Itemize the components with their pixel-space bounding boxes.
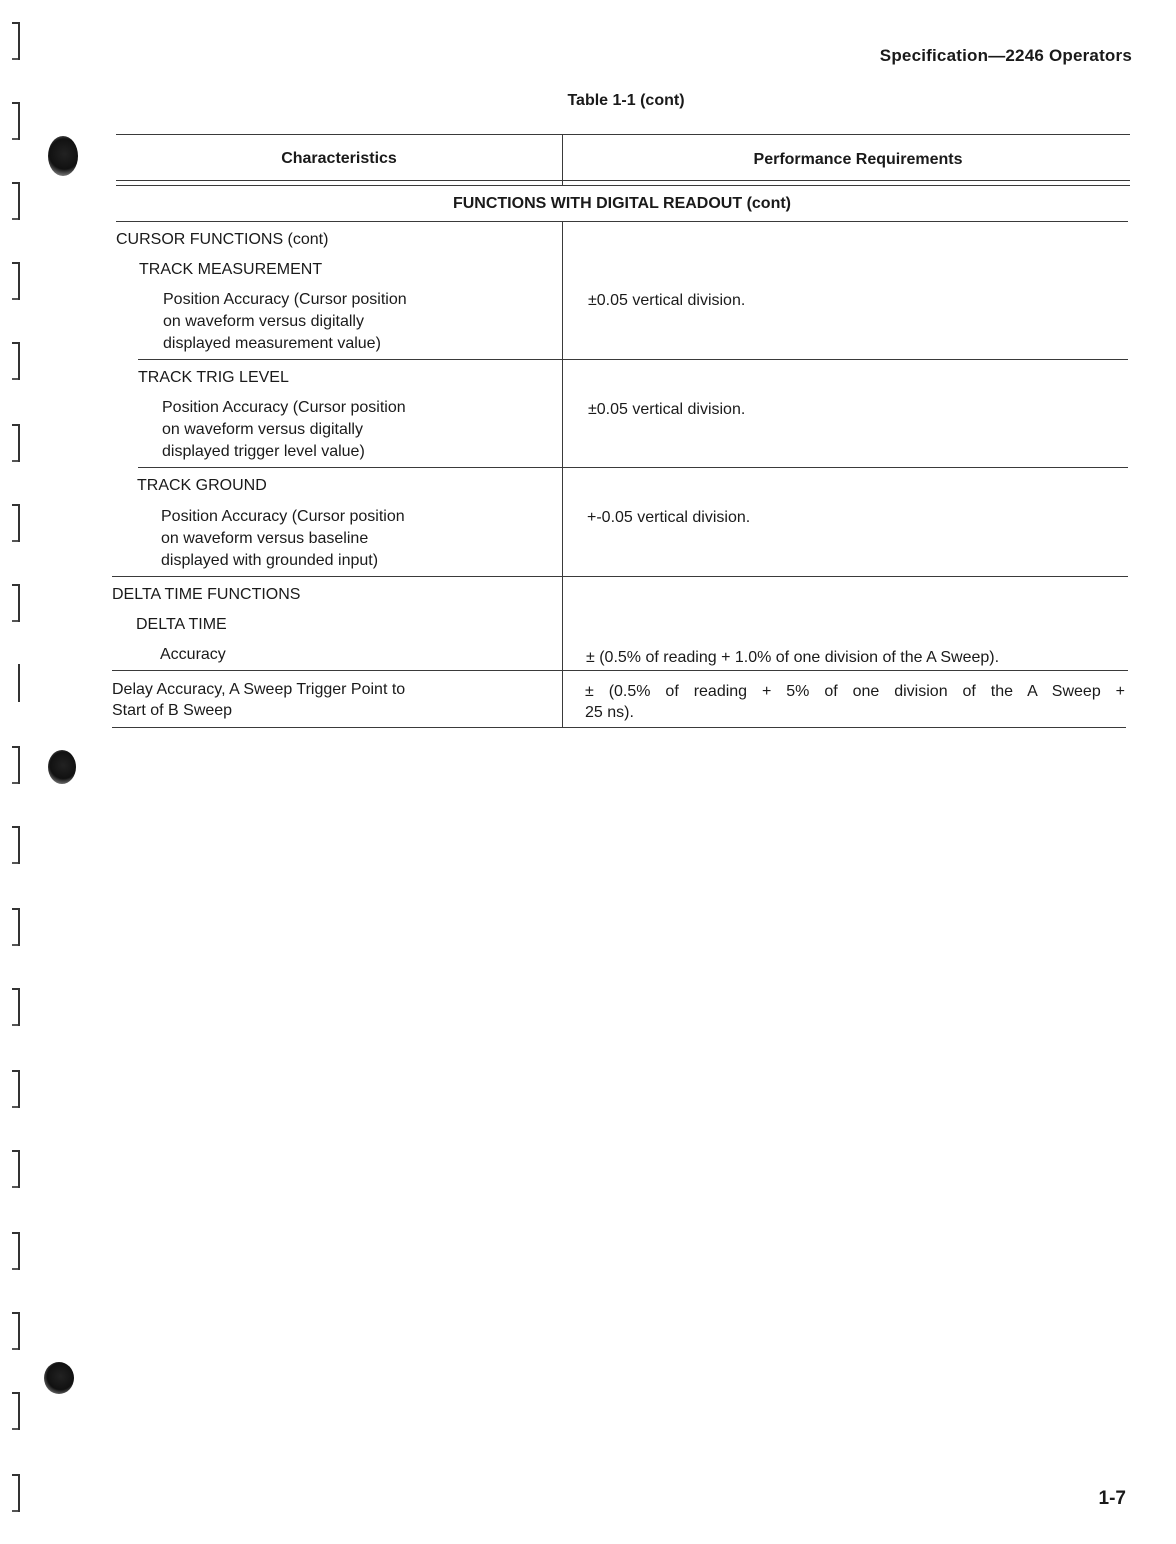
row-rule — [138, 467, 1128, 468]
row-rule — [138, 359, 1128, 360]
binding-mark — [4, 1312, 20, 1352]
binding-mark — [4, 584, 20, 624]
column-divider — [562, 221, 563, 727]
binding-mark — [4, 504, 20, 544]
punch-hole — [48, 136, 78, 176]
row-rule — [112, 670, 1128, 671]
characteristic-line: Accuracy — [160, 646, 226, 663]
characteristic-line: on waveform versus digitally — [162, 421, 363, 438]
section-rule — [116, 221, 1128, 222]
punch-hole — [48, 750, 76, 784]
punch-hole — [44, 1362, 74, 1394]
table-top-rule — [116, 134, 1130, 135]
binding-mark — [4, 1150, 20, 1190]
requirement-value: ±0.05 vertical division. — [588, 401, 746, 418]
subgroup-label-track-trig-level: TRACK TRIG LEVEL — [138, 369, 289, 386]
binding-mark — [4, 988, 20, 1028]
binding-mark — [4, 1232, 20, 1272]
page-number: 1-7 — [1098, 1488, 1126, 1509]
group-label-cursor-functions: CURSOR FUNCTIONS (cont) — [116, 231, 329, 248]
characteristic-line: Position Accuracy (Cursor position — [161, 508, 405, 525]
binding-mark — [4, 826, 20, 866]
row-rule — [112, 576, 1128, 577]
requirement-value: ± (0.5% of reading + 5% of one division of the A Sweep + — [585, 683, 1125, 700]
table-caption: Table 1-1 (cont) — [567, 92, 685, 109]
running-header: Specification—2246 Operators — [879, 46, 1132, 65]
characteristic-line: Position Accuracy (Cursor position — [162, 399, 406, 416]
subgroup-label-delta-time: DELTA TIME — [136, 616, 227, 633]
binding-mark — [4, 22, 20, 62]
binding-mark — [4, 262, 20, 302]
characteristic-line: Position Accuracy (Cursor position — [163, 291, 407, 308]
group-label-delta-time-functions: DELTA TIME FUNCTIONS — [112, 586, 301, 603]
characteristic-line: on waveform versus digitally — [163, 313, 364, 330]
subgroup-label-track-measurement: TRACK MEASUREMENT — [139, 261, 323, 278]
characteristic-line: displayed measurement value) — [163, 335, 381, 352]
binding-mark — [4, 746, 20, 786]
header-rule — [116, 180, 1130, 181]
requirement-value: ±0.05 vertical division. — [588, 292, 746, 309]
section-title: FUNCTIONS WITH DIGITAL READOUT (cont) — [452, 195, 792, 212]
binding-mark — [4, 342, 20, 382]
characteristic-line: Start of B Sweep — [112, 702, 233, 719]
characteristic-line: displayed trigger level value) — [162, 443, 365, 460]
characteristic-line: on waveform versus baseline — [161, 530, 369, 547]
requirement-value: 25 ns). — [585, 704, 634, 721]
binding-mark — [4, 424, 20, 464]
binding-mark — [4, 182, 20, 222]
characteristic-line: Delay Accuracy, A Sweep Trigger Point to — [112, 681, 406, 698]
subgroup-label-track-ground: TRACK GROUND — [137, 477, 267, 494]
binding-mark — [4, 1392, 20, 1432]
binding-mark — [4, 1474, 20, 1514]
binding-mark — [4, 1070, 20, 1110]
table-bottom-rule — [112, 727, 1126, 728]
binding-mark — [4, 908, 20, 948]
binding-mark — [4, 664, 20, 704]
column-header-performance-requirements: Performance Requirements — [753, 151, 963, 168]
characteristic-line: displayed with grounded input) — [161, 552, 379, 569]
requirement-value: ± (0.5% of reading + 1.0% of one division of the A Sweep). — [586, 649, 1000, 666]
requirement-value: +-0.05 vertical division. — [587, 509, 751, 526]
header-rule — [116, 185, 1130, 186]
column-header-characteristics: Characteristics — [281, 150, 397, 167]
